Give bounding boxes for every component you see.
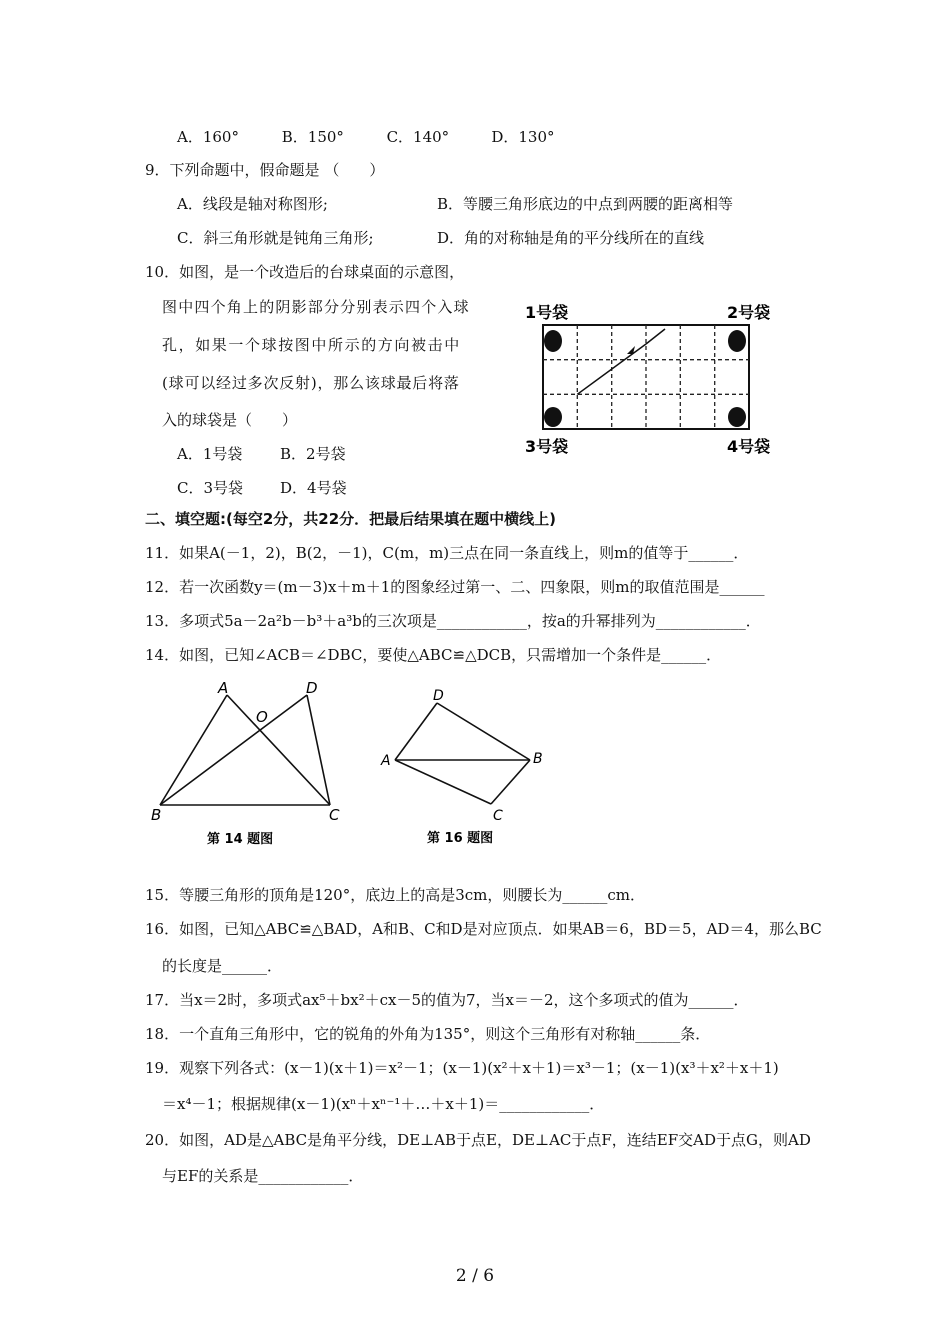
fig14-label-b: B <box>151 806 162 824</box>
q8-option-d: D．130° <box>491 128 555 146</box>
segment-dc <box>307 695 330 805</box>
q15: 15．等腰三角形的顶角是120°，底边上的高是3cm，则腰长为______cm． <box>145 886 646 904</box>
q9-option-b: B．等腰三角形底边的中点到两腰的距离相等 <box>437 195 734 213</box>
q8-option-c: C．140° <box>386 128 450 146</box>
q14: 14．如图，已知∠ACB＝∠DBC，要使△ABC≌△DCB，只需增加一个条件是______． <box>145 646 722 664</box>
fig16-label-a: A <box>381 753 391 769</box>
q20-line1: 20．如图，AD是△ABC是角平分线，DE⊥AB于点E，DE⊥AC于点F，连结EF交AD于点G，则AD <box>145 1131 811 1149</box>
segment-db <box>437 703 530 760</box>
segment-cb <box>491 760 530 804</box>
fig14-label-a: A <box>218 679 229 697</box>
page-number: 2 / 6 <box>455 1266 495 1286</box>
segment-bd <box>160 695 307 805</box>
q18: 18．一个直角三角形中，它的锐角的外角为135°，则这个三角形有对称轴______条． <box>145 1025 711 1043</box>
q9-option-a: A．线段是轴对称图形; <box>177 195 328 213</box>
q10-option-a: A．1号袋 <box>177 445 243 463</box>
fig16-label-c: C <box>493 808 503 824</box>
segment-ba <box>160 695 227 805</box>
q10-line1: 10．如图，是一个改造后的台球桌面的示意图， <box>145 263 465 281</box>
segment-ac <box>227 695 330 805</box>
fig16-label-d: D <box>433 688 444 704</box>
q10-line5: 入的球袋是（ ） <box>162 411 298 429</box>
q13: 13．多项式5a－2a²b－b³＋a³b的三次项是____________，按a的升幂排列为____________． <box>145 612 761 630</box>
q17: 17．当x＝2时，多项式ax⁵＋bx²＋cx－5的值为7，当x＝－2，这个多项式的值为______． <box>145 991 749 1009</box>
q12: 12．若一次函数y＝(m－3)x＋m＋1的图象经过第一、二、四象限，则m的取值范围是______ <box>145 578 765 596</box>
pocket-4-label: 4号袋 <box>727 437 771 456</box>
fig14-caption: 第 14 题图 <box>207 832 274 847</box>
pocket-3-label: 3号袋 <box>525 437 569 456</box>
fig16-label-b: B <box>533 751 543 767</box>
q9-option-d: D．角的对称轴是角的平分线所在的直线 <box>437 229 705 247</box>
billiard-table-figure <box>515 296 785 466</box>
fig14-label-d: D <box>306 679 318 697</box>
q19-line2: ＝x⁴－1；根据规律(x－1)(xⁿ＋xⁿ⁻¹＋…＋x＋1)＝____________． <box>162 1095 605 1113</box>
section-2-title: 二、填空题:(每空2分，共22分．把最后结果填在题中横线上) <box>145 510 557 528</box>
pocket-2-hole <box>728 330 746 352</box>
segment-ac <box>395 760 491 804</box>
fig14-label-o: O <box>256 708 268 726</box>
pocket-4-hole <box>728 407 746 427</box>
table-grid <box>543 325 749 429</box>
q20-line2: 与EF的关系是____________． <box>162 1167 364 1185</box>
pocket-2-label: 2号袋 <box>727 303 771 322</box>
q10-option-b: B．2号袋 <box>280 445 346 463</box>
q10-option-d: D．4号袋 <box>280 479 347 497</box>
q10-line2: 图中四个角上的阴影部分分别表示四个入球 <box>162 298 470 316</box>
q8-option-a: A．160° <box>177 128 239 146</box>
q16-line1: 16．如图，已知△ABC≌△BAD，A和B、C和D是对应顶点．如果AB＝6，BD＝5，AD＝4，那么BC <box>145 920 822 938</box>
pocket-1-label: 1号袋 <box>525 303 569 322</box>
q9-option-c: C．斜三角形就是钝角三角形; <box>177 229 374 247</box>
q10-line4: (球可以经过多次反射)，那么该球最后将落 <box>162 374 460 392</box>
ball-path <box>577 344 646 394</box>
q11: 11．如果A(－1，2)，B(2，－1)，C(m，m)三点在同一条直线上，则m的值等于______． <box>145 544 749 562</box>
fig16-caption: 第 16 题图 <box>427 831 494 846</box>
segment-ad <box>395 703 437 760</box>
figure-16 <box>375 680 560 850</box>
q8-option-b: B．150° <box>281 128 344 146</box>
q8-options <box>177 127 555 147</box>
pocket-1-hole <box>544 330 562 352</box>
figure-14 <box>145 678 360 848</box>
q16-line2: 的长度是______． <box>162 957 283 975</box>
fig14-label-c: C <box>329 806 340 824</box>
ball-path-end <box>646 329 665 344</box>
q10-option-c: C．3号袋 <box>177 479 244 497</box>
q19-line1: 19．观察下列各式：(x－1)(x＋1)＝x²－1；(x－1)(x²＋x＋1)＝x³－1；(x－1)(x³＋x²＋x＋1) <box>145 1059 779 1077</box>
q10-line3: 孔，如果一个球按图中所示的方向被击中 <box>162 336 461 354</box>
q9-stem: 9．下列命题中，假命题是 （ ） <box>145 161 385 179</box>
pocket-3-hole <box>544 407 562 427</box>
